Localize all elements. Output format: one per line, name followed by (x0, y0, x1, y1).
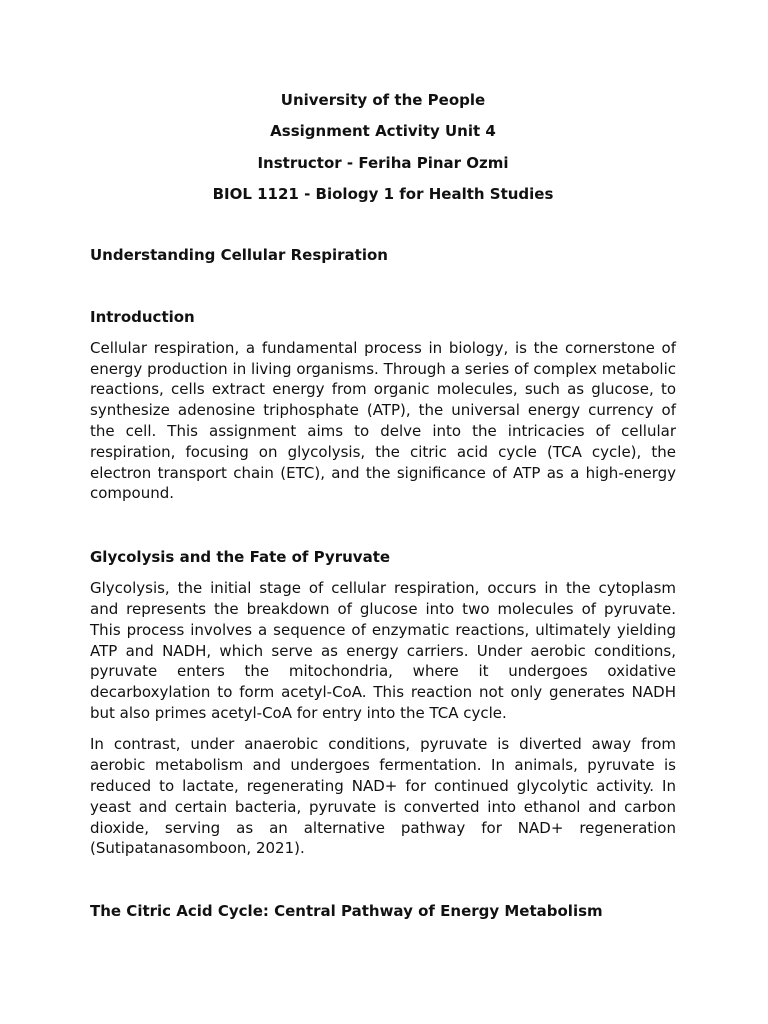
glycolysis-paragraph-2: In contrast, under anaerobic conditions, pyruvate is diverted away from aerobic metabolism and undergoes fermentation. In animals, pyruvate is reduced to lactate, regenerating NAD+ for continued glycolytic activity. In yeast and certain bacteria, pyruvate is converted into ethanol and carbon dioxide, serving as an alternative pathway for NAD+ regeneration (Sutipatanasomboon, 2021). (90, 735, 676, 858)
document-header (90, 90, 676, 204)
introduction-paragraph: Cellular respiration, a fundamental process in biology, is the cornerstone of energy production in living organisms. Through a series of complex metabolic reactions, cells extract energy from organic molecules, such as glucose, to synthesize adenosine triphosphate (ATP), the universal energy currency of the cell. This assignment aims to delve into the intricacies of cellular respiration, focusing on glycolysis, the citric acid cycle (TCA cycle), the electron transport chain (ETC), and the significance of ATP as a high-energy compound. (90, 338, 676, 503)
glycolysis-paragraph-1: Glycolysis, the initial stage of cellular respiration, occurs in the cytoplasm and represents the breakdown of glucose into two molecules of pyruvate. This process involves a sequence of enzymatic reactions, ultimately yielding ATP and NADH, which serve as energy carriers. Under aerobic conditions, pyruvate enters the mitochondria, where it undergoes oxidative decarboxylation to form acetyl-CoA. This reaction not only generates NADH but also primes acetyl-CoA for entry into the TCA cycle. (90, 579, 676, 723)
glycolysis-heading: Glycolysis and the Fate of Pyruvate (90, 548, 391, 567)
course-name: BIOL 1121 - Biology 1 for Health Studies (212, 184, 554, 203)
instructor-name: Instructor - Feriha Pinar Ozmi (257, 153, 509, 172)
document-title: Understanding Cellular Respiration (90, 245, 388, 264)
assignment-name: Assignment Activity Unit 4 (270, 122, 496, 141)
citric-acid-cycle-heading: The Citric Acid Cycle: Central Pathway of Energy Metabolism (90, 902, 603, 921)
institution-name: University of the People (280, 91, 486, 109)
document-content (90, 90, 676, 921)
introduction-heading: Introduction (90, 307, 195, 326)
